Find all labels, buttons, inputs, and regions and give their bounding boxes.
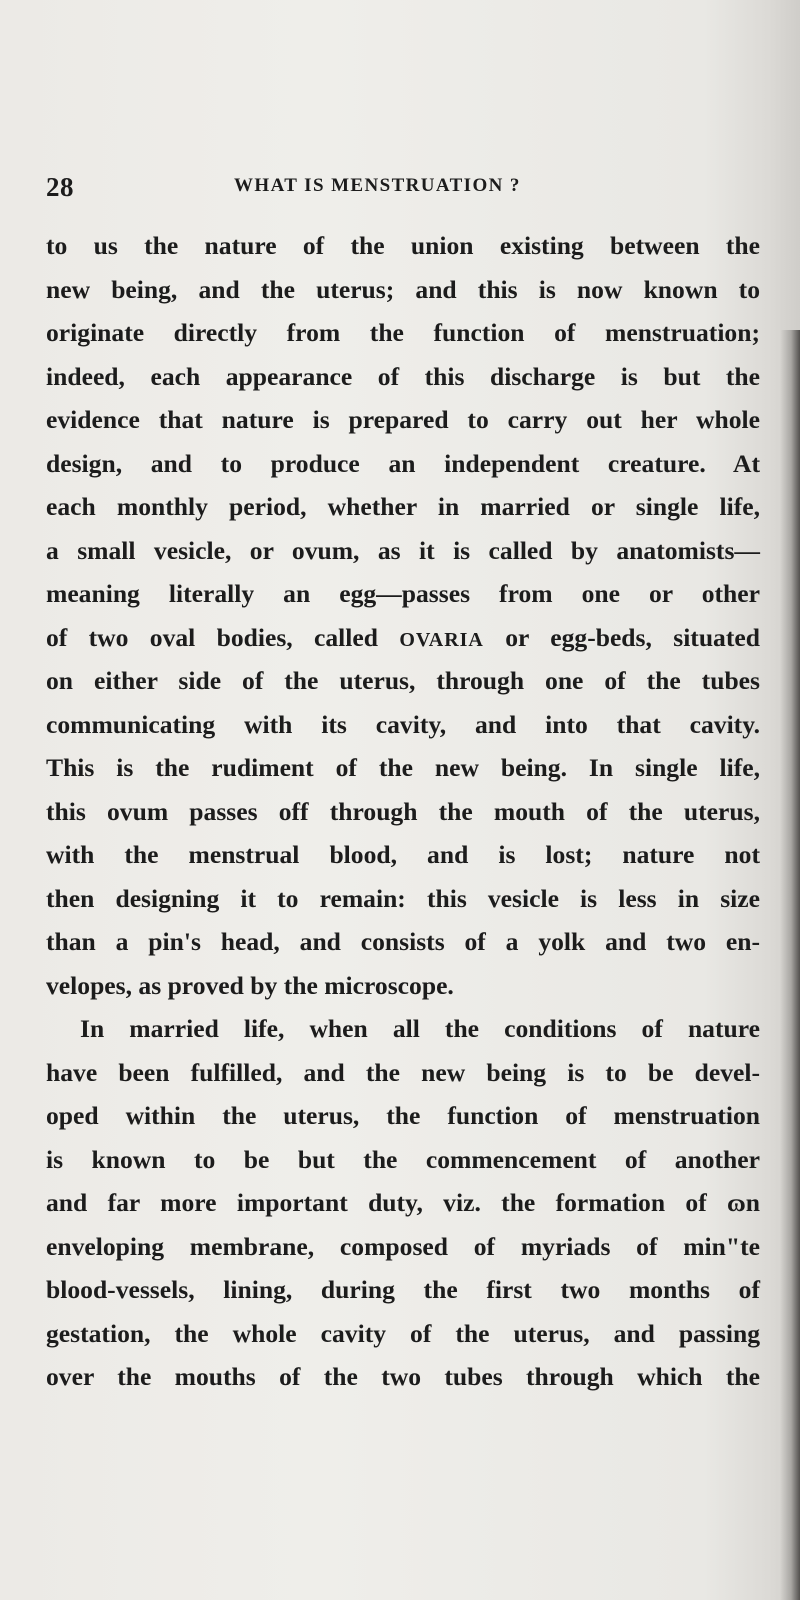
- text-line: to us the nature of the union existing between the: [46, 231, 760, 260]
- text-line: with the menstrual blood, and is lost; nature not: [46, 840, 760, 869]
- text-line: on either side of the uterus, through one of the tubes: [46, 666, 760, 695]
- page-header: [38, 172, 758, 212]
- text-line: blood-vessels, lining, during the first two months of: [46, 1275, 760, 1304]
- text-line: evidence that nature is prepared to carry out her whole: [46, 405, 760, 434]
- text-line: originate directly from the function of menstruation;: [46, 318, 760, 347]
- text-segment: or egg-beds, situated: [505, 622, 760, 652]
- body-text: [46, 224, 760, 1399]
- text-line: meaning literally an egg—passes from one or other: [46, 579, 760, 608]
- text-line: each monthly period, whether in married or single life,: [46, 492, 760, 521]
- page-number: 28: [46, 172, 74, 202]
- page-edge-shadow: [780, 330, 800, 1600]
- text-line: This is the rudiment of the new being. In single life,: [46, 753, 760, 782]
- text-line: enveloping membrane, composed of myriads of min"te: [46, 1231, 760, 1261]
- text-line: over the mouths of the two tubes through which the: [46, 1362, 760, 1391]
- text-line: a small vesicle, or ovum, as it is called by anatomists—: [46, 535, 760, 565]
- text-segment: of two oval bodies, called: [46, 622, 379, 652]
- text-line: In married life, when all the conditions of nature: [80, 1014, 760, 1043]
- text-line: then designing it to remain: this vesicle is less in size: [46, 883, 760, 913]
- text-line: communicating with its cavity, and into that cavity.: [46, 709, 760, 739]
- text-line: is known to be but the commencement of another: [46, 1144, 760, 1174]
- text-line: gestation, the whole cavity of the uterus, and passing: [46, 1318, 760, 1348]
- text-line: than a pin's head, and consists of a yolk and two en-: [46, 927, 760, 956]
- running-head: WHAT IS MENSTRUATION ?: [234, 175, 521, 196]
- smallcaps-term: OVARIA: [399, 628, 484, 651]
- text-line: indeed, each appearance of this discharge is but the: [46, 361, 760, 391]
- text-line: oped within the uterus, the function of menstruation: [46, 1101, 760, 1130]
- text-line: new being, and the uterus; and this is now known to: [46, 274, 760, 304]
- text-line: design, and to produce an independent creature. At: [46, 448, 760, 478]
- text-line: have been fulfilled, and the new being is to be devel-: [46, 1057, 760, 1087]
- text-line: velopes, as proved by the microscope.: [46, 970, 454, 1000]
- text-line: and far more important duty, viz. the formation of ɷn: [46, 1188, 760, 1217]
- text-line-ovaria: [46, 616, 760, 660]
- text-line: this ovum passes off through the mouth of the uterus,: [46, 796, 760, 826]
